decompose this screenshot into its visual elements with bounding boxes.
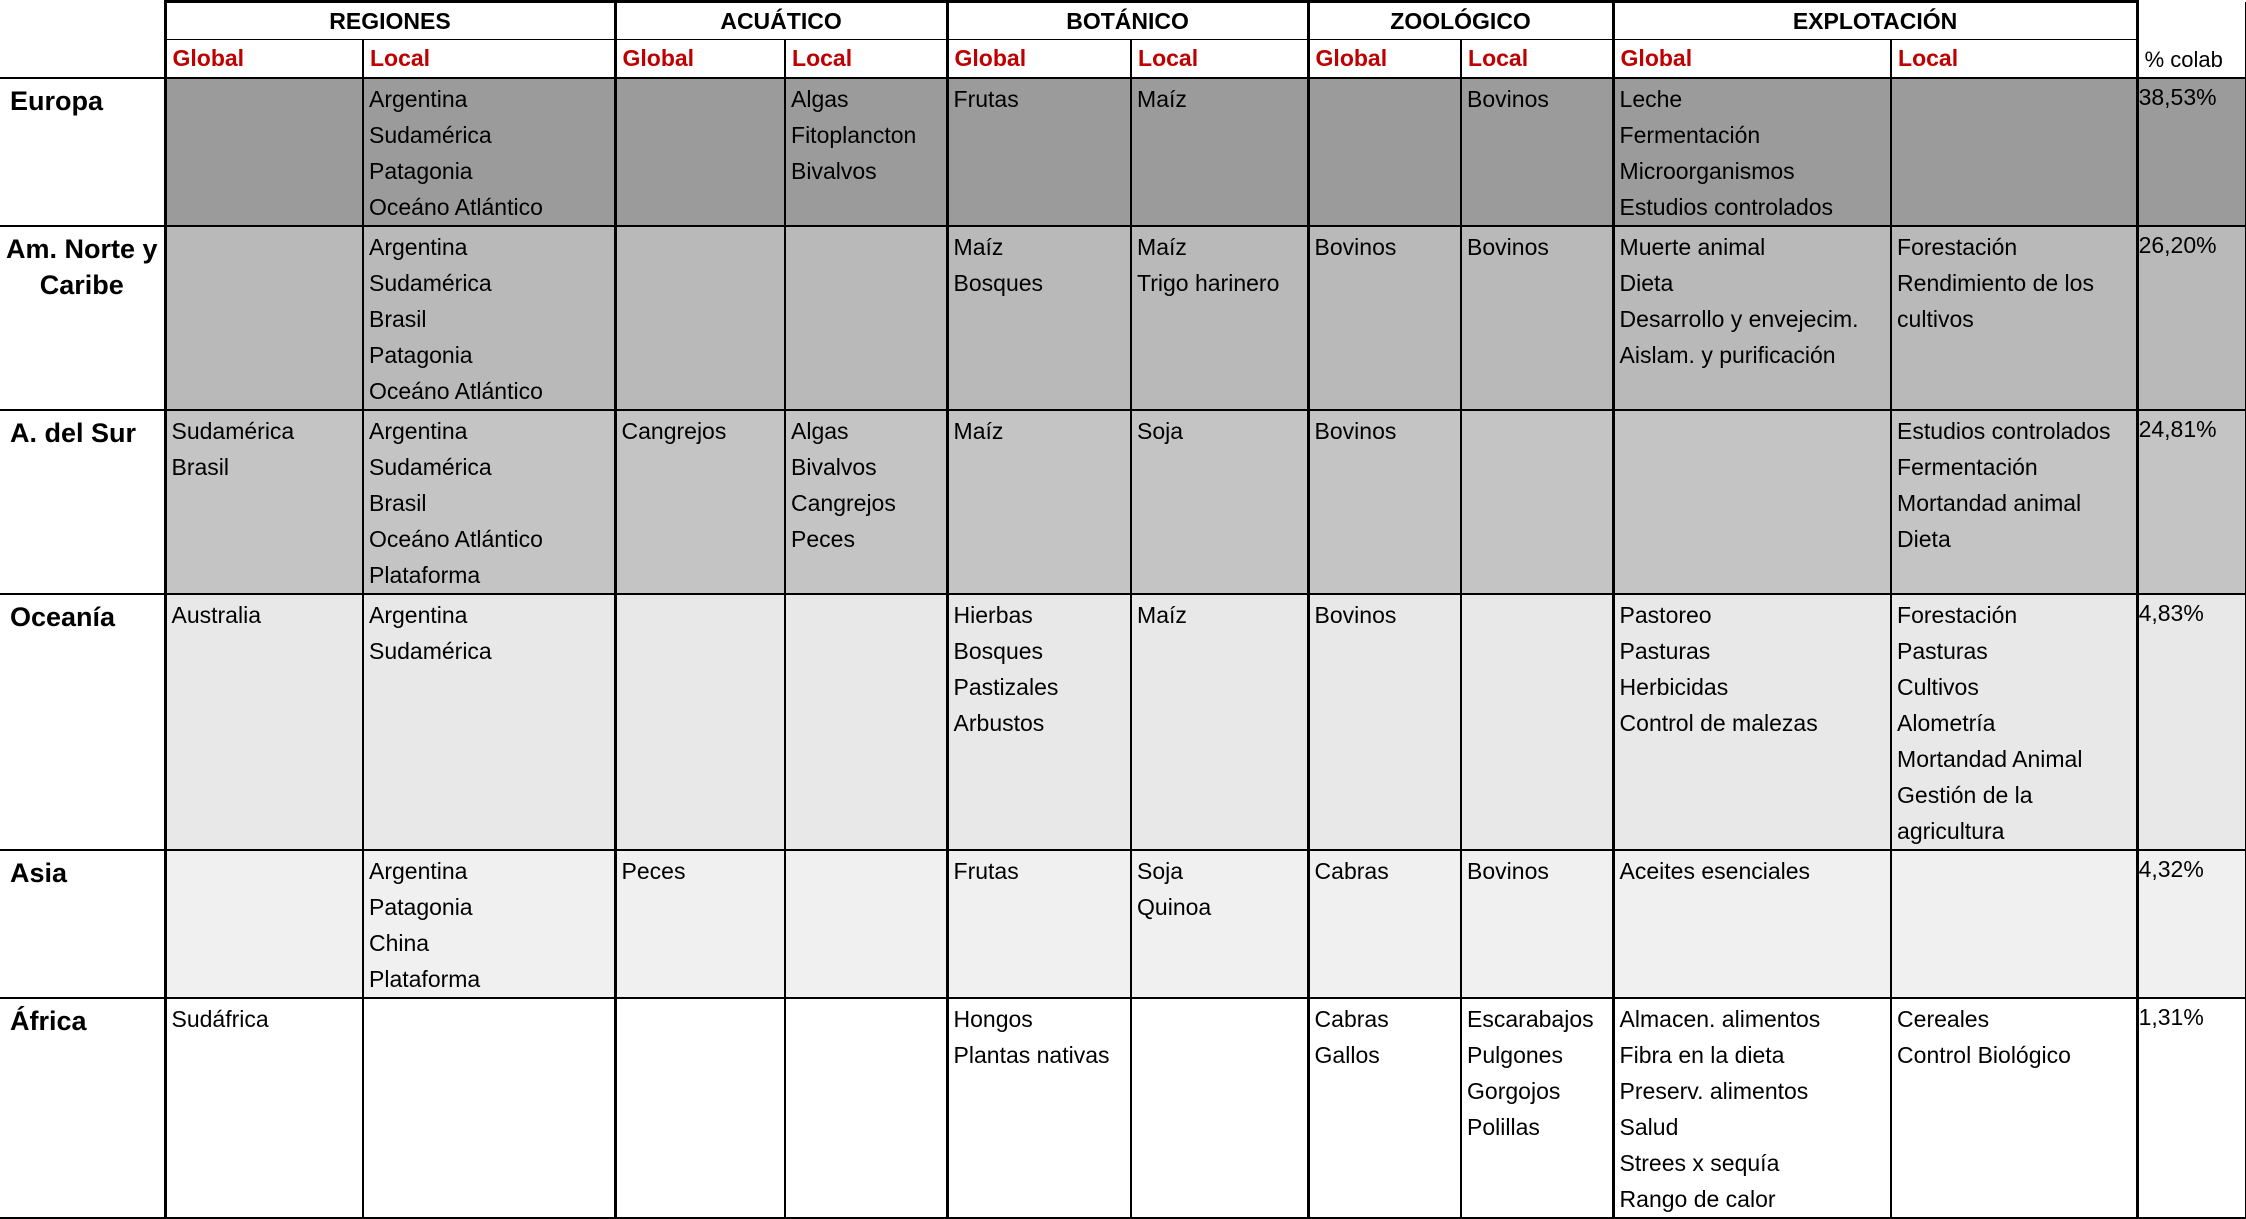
table-row (0, 410, 2246, 594)
cell-item: Microorganismos (1619, 157, 1795, 184)
cell-item: Alometría (1897, 709, 1996, 736)
cell-item: Gallos (1314, 1041, 1380, 1068)
region-label: África (0, 998, 165, 1218)
subheader-zoologico-local: Local (1461, 40, 1613, 78)
cell-botanico-global (947, 226, 1131, 410)
cell-item: Argentina (369, 857, 468, 884)
cell-item: Maíz (953, 417, 1004, 444)
cell-regiones-global (165, 594, 363, 850)
cell-botanico-local (1131, 594, 1308, 850)
cell-item: Aceites esenciales (1619, 857, 1811, 884)
cell-acuatico-local (785, 78, 947, 226)
cell-item: Maíz (953, 233, 1004, 260)
region-label: Asia (0, 850, 165, 998)
cell-item: Brasil (369, 305, 427, 332)
cell-botanico-global (947, 410, 1131, 594)
cell-acuatico-global (615, 78, 785, 226)
cell-item: Frutas (953, 857, 1019, 884)
header-explotacion: EXPLOTACIÓN (1613, 2, 2137, 40)
cell-acuatico-global (615, 410, 785, 594)
cell-explotacion-local (1891, 78, 2137, 226)
cell-item: Maíz (1137, 601, 1187, 628)
cell-item: Sudamérica (369, 637, 492, 664)
cell-item: Estudios controlados (1619, 193, 1834, 220)
cell-item: Control Biológico (1897, 1041, 2071, 1068)
cell-acuatico-local (785, 410, 947, 594)
cell-acuatico-local (785, 850, 947, 998)
cell-zoologico-local (1461, 78, 1613, 226)
subheader-botanico-local: Local (1131, 40, 1308, 78)
cell-item: Sudamérica (171, 417, 295, 444)
cell-explotacion-local (1891, 594, 2137, 850)
pct-colab-value: 4,83% (2137, 594, 2246, 850)
cell-item: Mortandad animal (1897, 489, 2082, 516)
cell-item: Argentina (369, 85, 468, 112)
cell-item: Bovinos (1314, 417, 1397, 444)
cell-zoologico-local (1461, 226, 1613, 410)
cell-explotacion-global (1613, 78, 1891, 226)
cell-acuatico-global (615, 594, 785, 850)
cell-item: Cangrejos (621, 417, 727, 444)
cell-item: Patagonia (369, 157, 473, 184)
cell-item: Plantas nativas (953, 1041, 1110, 1068)
cell-item: Fitoplancton (791, 121, 917, 148)
cell-item: Australia (171, 601, 261, 628)
cell-item: Argentina (369, 417, 468, 444)
cell-item: Strees x sequía (1619, 1149, 1780, 1176)
pct-header-top (2137, 2, 2246, 40)
cell-acuatico-local (785, 594, 947, 850)
subheader-zoologico-global: Global (1308, 40, 1461, 78)
cell-acuatico-global (615, 998, 785, 1218)
table-row (0, 226, 2246, 410)
region-label: A. del Sur (0, 410, 165, 594)
cell-zoologico-local (1461, 594, 1613, 850)
cell-item: Bovinos (1467, 233, 1549, 260)
region-label: Am. Norte y Caribe (0, 226, 165, 410)
subheader-acuatico-local: Local (785, 40, 947, 78)
cell-zoologico-global (1308, 594, 1461, 850)
table-row (0, 78, 2246, 226)
cell-item: Bivalvos (791, 453, 877, 480)
cell-item: Hongos (953, 1005, 1033, 1032)
table-row (0, 594, 2246, 850)
region-label: Oceanía (0, 594, 165, 850)
cell-item: Pastoreo (1619, 601, 1712, 628)
cell-zoologico-local (1461, 850, 1613, 998)
cell-item: Pulgones (1467, 1041, 1563, 1068)
pct-colab-value: 38,53% (2137, 78, 2246, 226)
cell-item: Peces (621, 857, 686, 884)
cell-item: Trigo harinero (1137, 269, 1280, 296)
cell-acuatico-local (785, 998, 947, 1218)
cell-botanico-local (1131, 998, 1308, 1218)
cell-item: Cultivos (1897, 673, 1979, 700)
cell-item: Argentina (369, 233, 468, 260)
subheader-acuatico-global: Global (615, 40, 785, 78)
cell-item: Oceáno Atlántico (369, 525, 543, 552)
cell-item: Pasturas (1897, 637, 1988, 664)
cell-item: Aislam. y purificación (1619, 341, 1836, 368)
cell-botanico-global (947, 998, 1131, 1218)
cell-regiones-local (363, 850, 615, 998)
cell-item: Soja (1137, 857, 1184, 884)
cell-explotacion-local (1891, 998, 2137, 1218)
cell-botanico-local (1131, 78, 1308, 226)
cell-item: agricultura (1897, 817, 2005, 844)
cell-item: Desarrollo y envejecim. (1619, 305, 1859, 332)
cell-explotacion-local (1891, 410, 2137, 594)
cell-explotacion-global (1613, 594, 1891, 850)
cell-regiones-global (165, 998, 363, 1218)
cell-item: Bovinos (1314, 601, 1397, 628)
subheader-row (0, 40, 2246, 78)
cell-explotacion-global (1613, 226, 1891, 410)
cell-item: Fibra en la dieta (1619, 1041, 1785, 1068)
cell-item: Quinoa (1137, 893, 1212, 920)
cell-botanico-local (1131, 226, 1308, 410)
cell-zoologico-global (1308, 226, 1461, 410)
cell-item: Fermentación (1619, 121, 1761, 148)
cell-item: Cabras (1314, 1005, 1389, 1032)
cell-item: Hierbas (953, 601, 1033, 628)
cell-explotacion-local (1891, 850, 2137, 998)
header-zoologico: ZOOLÓGICO (1308, 2, 1613, 40)
pct-colab-value: 4,32% (2137, 850, 2246, 998)
subheader-explotacion-global: Global (1613, 40, 1891, 78)
cell-regiones-global (165, 410, 363, 594)
cell-item: Arbustos (953, 709, 1045, 736)
cell-botanico-local (1131, 410, 1308, 594)
cell-item: Bosques (953, 637, 1044, 664)
cell-item: Brasil (171, 453, 230, 480)
cell-acuatico-local (785, 226, 947, 410)
cell-explotacion-global (1613, 410, 1891, 594)
cell-item: Muerte animal (1619, 233, 1766, 260)
cell-item: Oceáno Atlántico (369, 193, 543, 220)
cell-regiones-global (165, 78, 363, 226)
cell-explotacion-global (1613, 998, 1891, 1218)
cell-item: Forestación (1897, 601, 2018, 628)
pct-colab-value: 1,31% (2137, 998, 2246, 1218)
cell-regiones-local (363, 998, 615, 1218)
cell-regiones-global (165, 850, 363, 998)
cell-item: Fermentación (1897, 453, 2038, 480)
cell-regiones-local (363, 226, 615, 410)
cell-zoologico-global (1308, 850, 1461, 998)
cell-regiones-local (363, 594, 615, 850)
cell-item: Bivalvos (791, 157, 877, 184)
cell-item: Cangrejos (791, 489, 896, 516)
cell-item: Rango de calor (1619, 1185, 1776, 1212)
cell-item: Bovinos (1467, 85, 1549, 112)
cell-item: Pastizales (953, 673, 1059, 700)
corner-subcell (0, 40, 165, 78)
cell-botanico-global (947, 594, 1131, 850)
cell-acuatico-global (615, 850, 785, 998)
header-regiones: REGIONES (165, 2, 615, 40)
table-row (0, 998, 2246, 1218)
cell-item: Dieta (1897, 525, 1951, 552)
cell-item: Maíz (1137, 85, 1187, 112)
cell-item: Patagonia (369, 341, 473, 368)
cell-item: Forestación (1897, 233, 2018, 260)
cell-item: Soja (1137, 417, 1184, 444)
cell-explotacion-global (1613, 850, 1891, 998)
cell-explotacion-local (1891, 226, 2137, 410)
pct-colab-value: 24,81% (2137, 410, 2246, 594)
cell-item: Almacen. alimentos (1619, 1005, 1821, 1032)
cell-item: Oceáno Atlántico (369, 377, 543, 404)
cell-zoologico-global (1308, 998, 1461, 1218)
pct-colab-header: % colab (2137, 40, 2246, 78)
header-acuatico: ACUÁTICO (615, 2, 947, 40)
cell-zoologico-local (1461, 410, 1613, 594)
cell-item: Dieta (1619, 269, 1674, 296)
cell-item: Pasturas (1619, 637, 1711, 664)
cell-zoologico-global (1308, 78, 1461, 226)
cell-item: cultivos (1897, 305, 1974, 332)
cell-item: Brasil (369, 489, 427, 516)
cell-item: Peces (791, 525, 855, 552)
cell-botanico-global (947, 850, 1131, 998)
cell-item: Algas (791, 417, 849, 444)
subheader-botanico-global: Global (947, 40, 1131, 78)
cell-item: Bovinos (1314, 233, 1397, 260)
cell-item: Leche (1619, 85, 1683, 112)
corner-cell (0, 2, 165, 40)
cell-item: Cereales (1897, 1005, 1990, 1032)
cell-item: Escarabajos (1467, 1005, 1594, 1032)
cell-regiones-local (363, 410, 615, 594)
cell-item: Control de malezas (1619, 709, 1818, 736)
cell-item: Sudamérica (369, 269, 492, 296)
cell-item: Polillas (1467, 1113, 1540, 1140)
cell-item: Sudamérica (369, 453, 492, 480)
cell-regiones-global (165, 226, 363, 410)
pct-colab-value: 26,20% (2137, 226, 2246, 410)
cell-botanico-global (947, 78, 1131, 226)
subheader-regiones-global: Global (165, 40, 363, 78)
cell-item: Sudamérica (369, 121, 492, 148)
group-header-row (0, 2, 2246, 40)
cell-item: Estudios controlados (1897, 417, 2111, 444)
cell-item: Bovinos (1467, 857, 1549, 884)
cell-zoologico-local (1461, 998, 1613, 1218)
region-label: Europa (0, 78, 165, 226)
cell-item: Maíz (1137, 233, 1187, 260)
cell-item: Algas (791, 85, 849, 112)
cell-botanico-local (1131, 850, 1308, 998)
table-row (0, 850, 2246, 998)
cell-regiones-local (363, 78, 615, 226)
subheader-explotacion-local: Local (1891, 40, 2137, 78)
cell-item: Salud (1619, 1113, 1679, 1140)
cell-item: Argentina (369, 601, 468, 628)
cell-item: Mortandad Animal (1897, 745, 2083, 772)
cell-zoologico-global (1308, 410, 1461, 594)
cell-item: Gestión de la (1897, 781, 2033, 808)
header-botanico: BOTÁNICO (947, 2, 1308, 40)
cell-item: Herbicidas (1619, 673, 1729, 700)
cell-item: Sudáfrica (171, 1005, 269, 1032)
cell-item: Patagonia (369, 893, 473, 920)
cell-item: Plataforma (369, 965, 481, 992)
cell-item: Preserv. alimentos (1619, 1077, 1809, 1104)
cell-acuatico-global (615, 226, 785, 410)
subheader-regiones-local: Local (363, 40, 615, 78)
cell-item: Bosques (953, 269, 1044, 296)
cell-item: China (369, 929, 430, 956)
cell-item: Rendimiento de los (1897, 269, 2094, 296)
cell-item: Frutas (953, 85, 1019, 112)
cell-item: Plataforma (369, 561, 481, 588)
cell-item: Cabras (1314, 857, 1389, 884)
cell-item: Gorgojos (1467, 1077, 1561, 1104)
